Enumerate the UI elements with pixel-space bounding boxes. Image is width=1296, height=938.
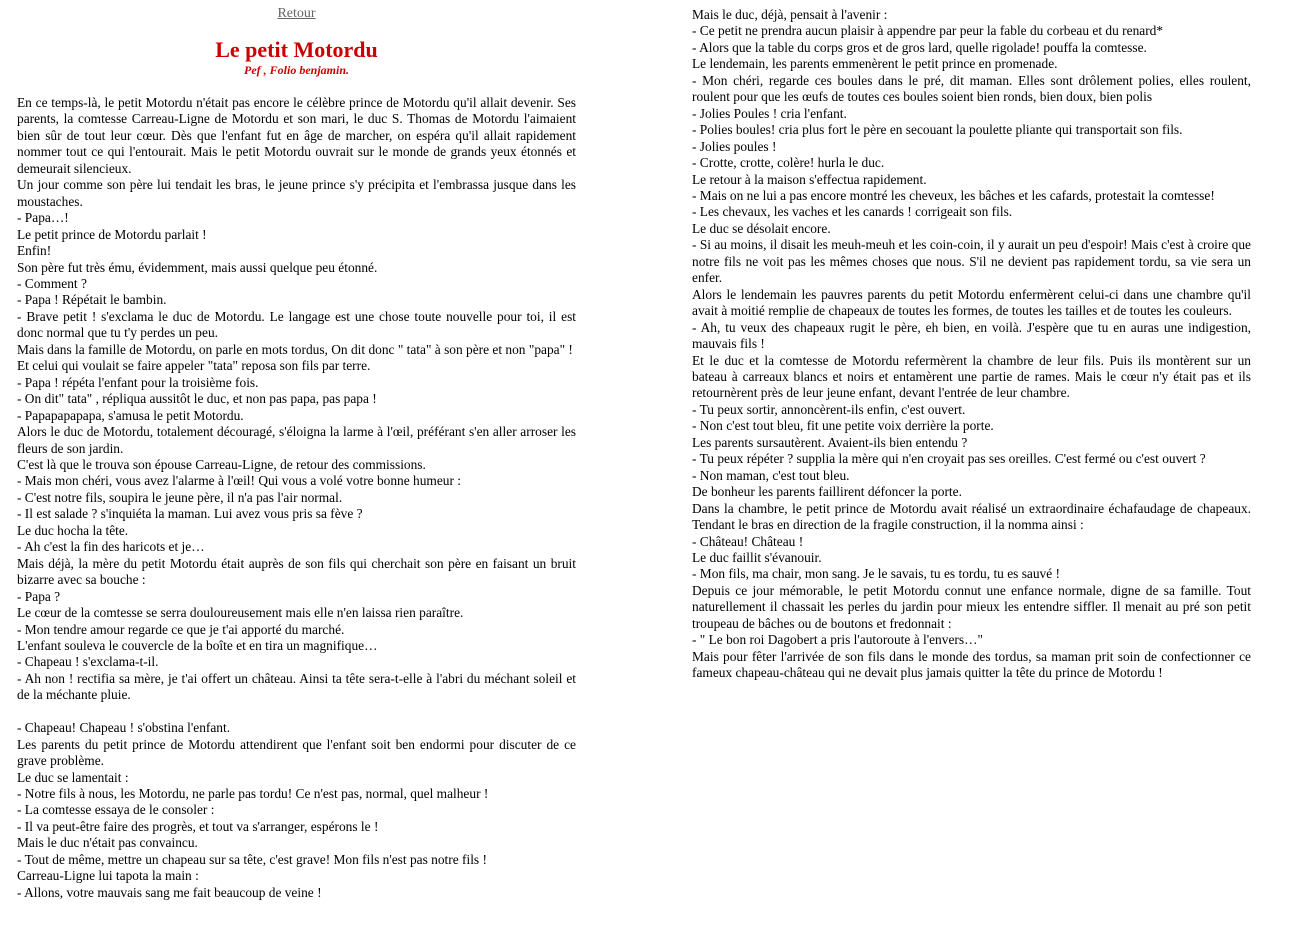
paragraph: - Allons, votre mauvais sang me fait beaucoup de veine ! bbox=[17, 884, 322, 900]
paragraph: Le petit prince de Motordu parlait ! bbox=[17, 226, 207, 242]
paragraph: - Brave petit ! s'exclama le duc de Motordu. Le langage est une chose toute nouvelle pour toi, il est donc normal que tu t'y perdes un peu. bbox=[17, 308, 576, 341]
paragraph: Le retour à la maison s'effectua rapidement. bbox=[692, 171, 927, 187]
paragraph: - Crotte, crotte, colère! hurla le duc. bbox=[692, 155, 885, 171]
paragraph: Et celui qui voulait se faire appeler "tata" reposa son fils par terre. bbox=[17, 358, 371, 374]
paragraph: C'est là que le trouva son épouse Carreau-Ligne, de retour des commissions. bbox=[17, 456, 426, 472]
paragraph: Mais déjà, la mère du petit Motordu était auprès de son fils qui cherchait son père en faisant un bruit bizarre avec sa bouche : bbox=[17, 555, 576, 588]
paragraph: Alors le lendemain les pauvres parents du petit Motordu enfermèrent celui-ci dans une chambre qu'il avait à moitié remplie de chapeaux de toutes les formes, de toutes les tailles et de toutes les couleurs. bbox=[692, 286, 1251, 319]
paragraph: - C'est notre fils, soupira le jeune père, il n'a pas l'air normal. bbox=[17, 489, 343, 505]
paragraph: - Non maman, c'est tout bleu. bbox=[692, 467, 850, 483]
paragraph: - Jolies Poules ! cria l'enfant. bbox=[692, 105, 847, 121]
paragraph: - Papa ? bbox=[17, 588, 61, 604]
paragraph: - Papapapapapa, s'amusa le petit Motordu. bbox=[17, 407, 244, 423]
paragraph: - Mon chéri, regarde ces boules dans le pré, dit maman. Elles sont drôlement polies, elles roulent, roulent pour que les œufs de toutes ces boules soient bien ronds, bien doux, bien polis bbox=[692, 72, 1251, 105]
paragraph: - Mais mon chéri, vous avez l'alarme à l'œil! Qui vous a volé votre bonne humeur : bbox=[17, 473, 461, 489]
paragraph: Depuis ce jour mémorable, le petit Motordu connut une enfance normale, digne de sa famille. Tout naturellement il chassait les perles du jardin pour mieux les entendre siffler. Il menait au pré son petit troupeau de bâches ou de boutons et fredonnait : bbox=[692, 582, 1251, 631]
paragraph: - " Le bon roi Dagobert a pris l'autoroute à l'envers…" bbox=[692, 632, 983, 648]
paragraph: Le duc hocha la tête. bbox=[17, 522, 129, 538]
paragraph: - Il est salade ? s'inquiéta la maman. Lui avez vous pris sa fève ? bbox=[17, 506, 363, 522]
paragraph: Enfin! bbox=[17, 243, 52, 259]
back-link[interactable]: Retour bbox=[277, 6, 316, 21]
paragraph: En ce temps-là, le petit Motordu n'était pas encore le célèbre prince de Motordu qu'il allait devenir. Ses parents, la comtesse Carreau-Ligne de Motordu et son mari, le duc S. Thomas de Motordu l'aimaient bien sûr de tout leur cœur. Dès que l'enfant fut en âge de marcher, on espéra qu'il allait rapidement nommer tout ce qui l'entourait. Mais le petit Motordu ouvrait sur le monde de grands yeux étonnés et demeurait silencieux. bbox=[17, 95, 576, 176]
page-subtitle: Pef , Folio benjamin. bbox=[244, 63, 349, 77]
page-title: Le petit Motordu bbox=[215, 37, 378, 62]
paragraph: Alors le duc de Motordu, totalement découragé, s'éloigna la larme à l'œil, préférant s'en aller arroser les fleurs de son jardin. bbox=[17, 424, 576, 456]
story-left-column bbox=[17, 95, 576, 901]
paragraph: - Tu peux répéter ? supplia la mère qui n'en croyait pas ses oreilles. C'est fermé ou c'est ouvert ? bbox=[692, 451, 1206, 467]
paragraph: - Il va peut-être faire des progrès, et tout va s'arranger, espérons le ! bbox=[17, 818, 379, 834]
paragraph: - Jolies poules ! bbox=[692, 138, 777, 154]
paragraph: - Non c'est tout bleu, fit une petite voix derrière la porte. bbox=[692, 418, 994, 434]
paragraph: Et le duc et la comtesse de Motordu refermèrent la chambre de leur fils. Puis ils montèrent sur un bateau à carreaux blancs et noirs et entamèrent une partie de rames. Mais le cœur n'y était pas et ils retournèrent près de leur jeune enfant, devant l'entrée de leur chambre. bbox=[692, 352, 1251, 401]
paragraph: Les parents du petit prince de Motordu attendirent que l'enfant soit ben endormi pour discuter de ce grave problème. bbox=[17, 736, 576, 769]
paragraph: - Papa ! Répétait le bambin. bbox=[17, 292, 167, 308]
paragraph: Mais le duc, déjà, pensait à l'avenir : bbox=[692, 7, 888, 22]
paragraph: Mais le duc n'était pas convaincu. bbox=[17, 835, 198, 851]
paragraph: - Ah non ! rectifia sa mère, je t'ai offert un château. Ainsi ta tête sera-t-elle à l'abri du méchant soleil et de la méchante pluie. bbox=[17, 670, 576, 703]
paragraph bbox=[17, 704, 576, 720]
paragraph: - Mais on ne lui a pas encore montré les cheveux, les bâches et les cafards, protestait la comtesse! bbox=[692, 187, 1215, 203]
paragraph: - Papa ! répéta l'enfant pour la troisième fois. bbox=[17, 374, 259, 390]
paragraph: Mais dans la famille de Motordu, on parle en mots tordus, On dit donc " tata" à son père et non "papa" ! bbox=[17, 341, 573, 357]
paragraph: - Mon tendre amour regarde ce que je t'ai apporté du marché. bbox=[17, 621, 345, 637]
paragraph: - Les chevaux, les vaches et les canards ! corrigeait son fils. bbox=[692, 204, 1013, 220]
story-right-column bbox=[692, 7, 1251, 682]
paragraph: - Ce petit ne prendra aucun plaisir à appendre par peur la fable du corbeau et du renard* bbox=[692, 23, 1164, 39]
paragraph: Dans la chambre, le petit prince de Motordu avait réalisé un extraordinaire échafaudage de chapeaux. Tendant le bras en direction de la fragile construction, il la nomma ainsi : bbox=[692, 500, 1251, 533]
paragraph: - Notre fils à nous, les Motordu, ne parle pas tordu! Ce n'est pas, normal, quel malheur ! bbox=[17, 786, 489, 802]
paragraph: - Tout de même, mettre un chapeau sur sa tête, c'est grave! Mon fils n'est pas notre fils ! bbox=[17, 851, 487, 867]
paragraph: Son père fut très ému, évidemment, mais aussi quelque peu étonné. bbox=[17, 259, 378, 275]
paragraph: - Polies boules! cria plus fort le père en secouant la poulette pliante qui transportait son fils. bbox=[692, 122, 1183, 138]
paragraph: - Tu peux sortir, annoncèrent-ils enfin, c'est ouvert. bbox=[692, 401, 966, 417]
paragraph: - On dit" tata" , répliqua aussitôt le duc, et non pas papa, pas papa ! bbox=[17, 391, 377, 407]
paragraph: - Ah, tu veux des chapeaux rugit le père, eh bien, en voilà. J'espère que tu en auras une indigestion, mauvais fils ! bbox=[692, 319, 1251, 352]
paragraph: Les parents sursautèrent. Avaient-ils bien entendu ? bbox=[692, 434, 968, 450]
paragraph: - Mon fils, ma chair, mon sang. Je le savais, tu es tordu, tu es sauvé ! bbox=[692, 566, 1061, 582]
paragraph: - Alors que la table du corps gros et de gros lard, quelle rigolade! pouffa la comtesse. bbox=[692, 39, 1147, 55]
paragraph: L'enfant souleva le couvercle de la boîte et en tira un magnifique… bbox=[17, 637, 378, 653]
paragraph: - Papa…! bbox=[17, 210, 69, 226]
paragraph: - Comment ? bbox=[17, 275, 87, 291]
paragraph: De bonheur les parents faillirent défoncer la porte. bbox=[692, 484, 962, 500]
paragraph: - Ah c'est la fin des haricots et je… bbox=[17, 539, 205, 555]
paragraph: - La comtesse essaya de le consoler : bbox=[17, 802, 215, 818]
paragraph: - Si au moins, il disait les meuh-meuh et les coin-coin, il y aurait un peu d'espoir! Mais c'est à croire que notre fils ne voit pas les mêmes choses que nous. S'il ne devient pas rapidement tordu, sa vie sera un enfer. bbox=[692, 237, 1251, 286]
paragraph: - Chapeau ! s'exclama-t-il. bbox=[17, 654, 159, 670]
paragraph: Un jour comme son père lui tendait les bras, le jeune prince s'y précipita et l'embrassa jusque dans les moustaches. bbox=[17, 177, 576, 209]
paragraph: Le cœur de la comtesse se serra douloureusement mais elle n'en laissa rien paraître. bbox=[17, 605, 464, 621]
paragraph: Le duc se désolait encore. bbox=[692, 220, 831, 236]
paragraph: Mais pour fêter l'arrivée de son fils dans le monde des tordus, sa maman prit soin de confectionner ce fameux chapeau-château qui ne devait plus jamais quitter la tête du prince de Motordu ! bbox=[692, 648, 1251, 681]
paragraph: Le duc se lamentait : bbox=[17, 769, 129, 785]
paragraph: Le duc faillit s'évanouir. bbox=[692, 549, 822, 565]
paragraph: Carreau-Ligne lui tapota la main : bbox=[17, 868, 199, 884]
paragraph: Le lendemain, les parents emmenèrent le petit prince en promenade. bbox=[692, 56, 1058, 72]
paragraph: - Chapeau! Chapeau ! s'obstina l'enfant. bbox=[17, 720, 231, 736]
paragraph: - Château! Château ! bbox=[692, 533, 804, 549]
